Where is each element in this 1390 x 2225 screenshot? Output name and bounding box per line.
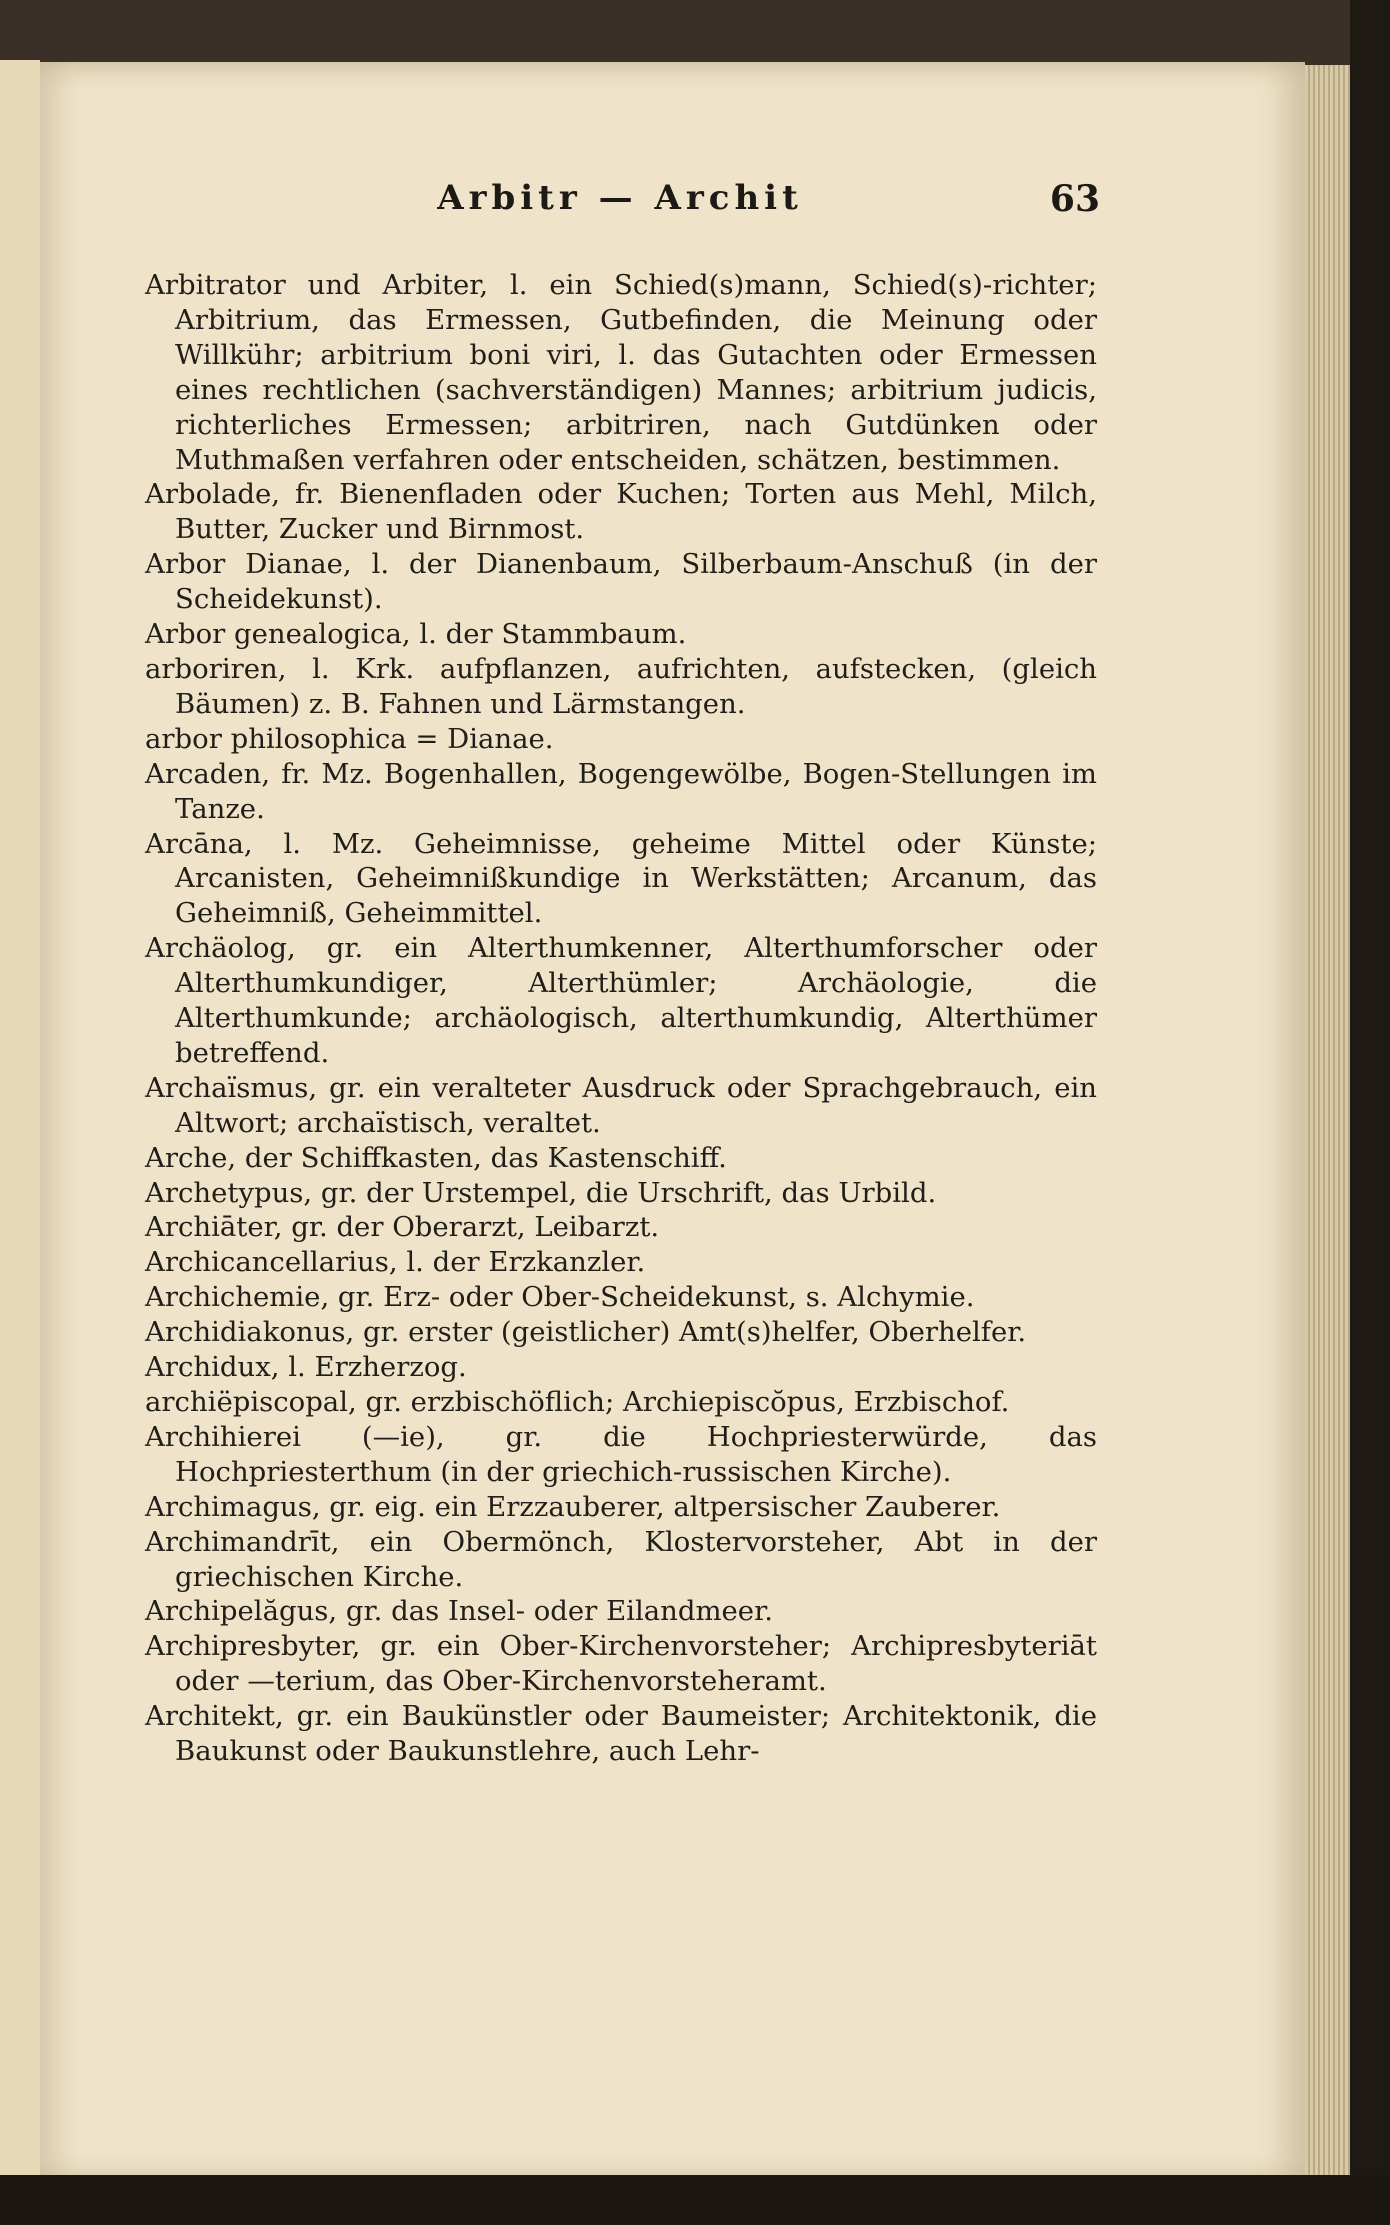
dictionary-entry: Arcāna, l. Mz. Geheimnisse, geheime Mittel oder Künste; Arcanisten, Geheimnißkundige in Werkstätten; Arcanum, das Geheimniß, Geheimmittel. <box>145 827 1097 930</box>
dictionary-entry: Archidiakonus, gr. erster (geistlicher) Amt(s)helfer, Oberhelfer. <box>145 1316 1027 1349</box>
page-number: 63 <box>1049 178 1100 220</box>
dictionary-entry: Archetypus, gr. der Urstempel, die Urschrift, das Urbild. <box>145 1176 937 1209</box>
dictionary-entry: Archidux, l. Erzherzog. <box>145 1351 467 1384</box>
book-cover-right <box>1350 0 1390 2225</box>
dictionary-entry: Arcaden, fr. Mz. Bogenhallen, Bogengewölbe, Bogen-Stellungen im Tanze. <box>145 757 1097 825</box>
dictionary-entry: Arbolade, fr. Bienenfladen oder Kuchen; Torten aus Mehl, Milch, Butter, Zucker und Birnmost. <box>145 478 1097 546</box>
dictionary-entry: Arbor Dianae, l. der Dianenbaum, Silberbaum-Anschuß (in der Scheidekunst). <box>145 548 1097 616</box>
page-fore-edge <box>1305 65 1350 2185</box>
dictionary-entry: Archipresbyter, gr. ein Ober-Kirchenvorsteher; Archipresbyteriāt oder —terium, das Ober-Kirchenvorsteheramt. <box>145 1630 1097 1698</box>
dictionary-entry: Archicancellarius, l. der Erzkanzler. <box>145 1246 646 1279</box>
dictionary-entry: Architekt, gr. ein Baukünstler oder Baumeister; Architektonik, die Baukunst oder Baukunstlehre, auch Lehr- <box>145 1700 1097 1768</box>
dictionary-entry: arboriren, l. Krk. aufpflanzen, aufrichten, aufstecken, (gleich Bäumen) z. B. Fahnen und Lärmstangen. <box>145 652 1097 720</box>
previous-page-edge <box>0 60 40 2225</box>
dictionary-entry: Archaïsmus, gr. ein veralteter Ausdruck oder Sprachgebrauch, ein Altwort; archaïstisch, veraltet. <box>145 1071 1097 1139</box>
dictionary-entry: Archipelăgus, gr. das Insel- oder Eilandmeer. <box>145 1595 773 1628</box>
page-header <box>140 178 1100 238</box>
dictionary-entry: Arche, der Schiffkasten, das Kastenschiff. <box>145 1141 727 1174</box>
dictionary-entry: Archihierei (—ie), gr. die Hochpriesterwürde, das Hochpriesterthum (in der griechich-russischen Kirche). <box>145 1420 1097 1488</box>
running-head: Arbitr — Archit <box>437 178 803 218</box>
dictionary-entries <box>145 268 1097 1769</box>
dictionary-entry: arbor philosophica = Dianae. <box>145 722 554 755</box>
dictionary-entry: Arbor genealogica, l. der Stammbaum. <box>145 618 687 651</box>
book-cover-bottom <box>0 2175 1390 2225</box>
dictionary-entry: Archäolog, gr. ein Alterthumkenner, Alterthumforscher oder Alterthumkundiger, Alterthümler; Archäologie, die Alterthumkunde; archäologisch, alterthumkundig, Alterthümer betreffend. <box>145 932 1097 1069</box>
dictionary-entry: Archimandrīt, ein Obermönch, Klostervorsteher, Abt in der griechischen Kirche. <box>145 1525 1097 1593</box>
dictionary-entry: archiëpiscopal, gr. erzbischöflich; Archiepiscŏpus, Erzbischof. <box>145 1386 1010 1418</box>
dictionary-entry: Archichemie, gr. Erz- oder Ober-Scheidekunst, s. Alchymie. <box>145 1281 975 1314</box>
dictionary-entry: Archiāter, gr. der Oberarzt, Leibarzt. <box>145 1211 660 1244</box>
dictionary-entry: Archimagus, gr. eig. ein Erzzauberer, altpersischer Zauberer. <box>145 1490 1001 1523</box>
dictionary-entry: Arbitrator und Arbiter, l. ein Schied(s)mann, Schied(s)-richter; Arbitrium, das Ermessen, Gutbefinden, die Meinung oder Willkühr; arbitrium boni viri, l. das Gutachten oder Ermessen eines rechtlichen (sachverständigen) Mannes; arbitrium judicis, richterliches Ermessen; arbitriren, nach Gutdünken oder Muthmaßen verfahren oder entscheiden, schätzen, bestimmen. <box>145 269 1097 476</box>
book-top-edge <box>0 0 1390 70</box>
